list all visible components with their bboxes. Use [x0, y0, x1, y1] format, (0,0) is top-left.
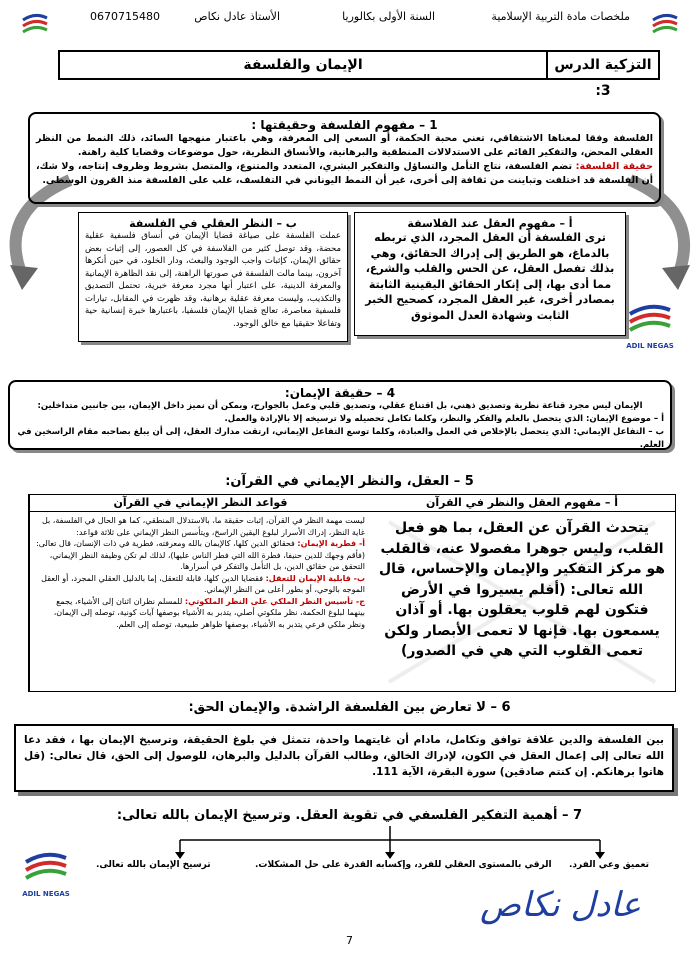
section-text: يتحدث القرآن عن العقل، بما هو فعل القلب، وليس جوهرا مفصولا عنه، فالقلب هو مركز التفكير والإيمان والإحساس، قال الله تعالى: (أفلم يسيروا في الأرض فتكون لهم قلوب يعقلون بها. أو آذان يسمعون بها. فإنها لا تعمى الأبصار ولكن تعمى القلوب التي هي في الصدور) [379, 520, 665, 659]
header-subject: ملخصات مادة التربية الإسلامية [491, 10, 630, 23]
column-heading: قواعد النظر الإيماني في القرآن [30, 495, 371, 512]
section-text: ليست مهمة النظر في القرآن، إثبات حقيقة ما، بالاستدلال المنطقي، كما هو الحال في الفلسفة، بل غاية النظر، إدراك الأسرار لبلوغ اليقين الراسخ، ويتأسس النظر الإيماني على ثلاثة قواعد: [41, 516, 365, 537]
header-teacher: الأستاذ عادل نكاص [194, 10, 280, 23]
section-heading: 7 – أهمية التفكير الفلسفي في تقوية العقل. وترسيخ الإيمان بالله تعالى: [116, 808, 583, 823]
header-level: السنة الأولى بكالوريا [342, 10, 435, 23]
section-text: الإيمان ليس مجرد قناعة نظرية وتصديق ذهني، بل اقتناع عقلي، وتصديق قلبي وعمل بالجوارح، ويمكن أن نميز داخل الإيمان، بين جانبين متداخلين: [37, 401, 643, 411]
rule-text: للمسلم نظران اثنان إلى الأشياء، يجمع بينهما لبلوغ الحكمة، نظر ملكوتي أصلي، يتدبر به الأشياء بوصفها آيات كونية، توصله إلى الإيمان، ونظر ملكي فرعي يتدبر به الأشياء، بوصفها ظواهر طبيعية، توصله إلى العلم. [53, 596, 365, 629]
section-mind-concept [354, 212, 626, 336]
signature: عادل نكاص [480, 885, 642, 925]
column-heading: أ – مفهوم العقل والنظر في القرآن [369, 495, 675, 512]
page-header [20, 10, 680, 32]
section-faith-reality [8, 380, 672, 450]
logo-text: ADIL NEGAS [626, 342, 674, 350]
section-heading: 6 – لا تعارض بين الفلسفة الراشدة. والإيمان الحق: [188, 700, 511, 715]
section-heading: أ – مفهوم العقل عند الفلاسفة [407, 217, 573, 230]
section-rational-view [78, 212, 348, 342]
section-text: عملت الفلسفة على صياغة قضايا الإيمان في أنساق فلسفية عقلية محضة، وقد توصل كثير من الفلاسفة في كل العصور، إلى إثبات بعض حقائق الإيمان، كإثبات واجب الوجود والبعث، ودار الخلود، في حين أنكرها آخرون، بينما مالت الفلسفة في صورتها الراهنة، إلى نقد الظاهرة الإيمانية والمعرفة الدينية، على اعتبار أنها مجرد معرفة خبرية، تحتمل التصديق والتكذيب، وليست معرفة عقلية برهانية، وقد ظهرت في المقابل، تيارات فلسفية معاصرة، تعالج قضايا الإيمان فلسفيا، باعتبارها خبرة إنسانية حية وتفاعلا حقيقيا مع خالق الوجود. [85, 231, 341, 329]
logo-icon [650, 10, 680, 40]
section-text: أ – موضوع الإيمان: الذي يتحصل بالعلم والفكر والنظر، وكلما تكامل تحصيله ولا ترسيخه إلا بالإرادة والعمل. [224, 414, 664, 424]
section-text: ترى الفلسفة أن العقل المجرد، الذي تربطه بالدماغ، هو الطريق إلى إدراك الحقائق، وهي بذلك تفصل العقل، عن الحس والقلب والشرع، مما أدى بها، إلى إنكار الحقائق اليقينية الثابتة بمصادر أخرى، غير العقل المجرد، كصحيح الخبر الثابت وشهادة العدل الموثوق [365, 231, 615, 322]
header-phone: 0670715480 [90, 10, 160, 23]
lesson-title-bar [58, 50, 660, 99]
column-faith-rules [29, 495, 371, 691]
branch-arrows [150, 826, 630, 860]
benefit-item: الرقي بالمستوى العقلي للفرد، وإكسابه القدرة على حل المشكلات. [255, 860, 552, 870]
rule-label: أ- فطرية الإيمان: [297, 539, 365, 548]
lesson-label: التزكية الدرس 3: [546, 52, 658, 78]
section-philosophy-concept [28, 112, 661, 204]
section-heading: ب – النظر العقلي في الفلسفة [129, 217, 297, 230]
logo-icon [20, 10, 50, 40]
rule-label: ب- قابلية الإيمان للتعقل: [265, 573, 365, 583]
benefit-item: تعميق وعي الفرد. [569, 860, 649, 870]
section-no-conflict [14, 724, 674, 792]
benefit-item: ترسيخ الإيمان بالله تعالى. [96, 860, 211, 870]
section-heading: 1 – مفهوم الفلسفة وحقيقتها : [251, 118, 438, 132]
rule-text: فحقائق الدين كلها، كالإيمان بالله ومعرفته، فطرية في ذات الإنسان، قال تعالى: (فأقم وجهك للدين حنيفا، فطرة الله التي فطر الناس عليها)، لذلك لم تكن وظيفة النظر الإيماني، التحقق من حقائق الدين، بل التأمل والتفكر في أسرارها. [36, 539, 365, 571]
section-paragraph: تضم الفلسفة، نتاج التأمل والتساؤل والتفكير البشري، المتعدد والمتنوع، والمتصل بشروط وظروف إنتاجه، ولا شك، أن الفلسفة قد اختلفت وتباينت من ثقافة إلى أخرى، غير أن النمط اليوناني في التفلسف، غلب على الفلسفة منذ القرون الوسطى. [36, 161, 653, 186]
logo-text: ADIL NEGAS [22, 890, 70, 898]
section-text: ب – التفاعل الإيماني: الذي يتحصل بالإخلاص في العمل والعبادة، وكلما توسع التفاعل الإيماني، ارتقت مدارك العقل، إلى أن يبلغ بصاحبه مقام الراسخين في العلم. [17, 427, 664, 450]
rule-text: فقضايا الدين كلها، قابلة للتعقل، إما بالدليل العقلي المجرد، أو العقل الموجه بالوحي، أو بطور أعلى من النظر الإيماني. [41, 573, 365, 594]
column-mind-quran [369, 495, 675, 691]
section-paragraph-label: حقيقة الفلسفة: [575, 161, 653, 172]
section-heading: 4 – حقيقة الإيمان: [284, 386, 396, 400]
page-number: 7 [346, 934, 353, 947]
section-paragraph: الفلسفة وفقا لمعناها الاشتقاقي، تعني محبة الحكمة، أو السعي إلى المعرفة، وهي باعتبار منهجها السائد، ذلك النمط من النظر العقلي المحض، والتفكير القائم على الاستدلالات المنطقية والبرهانية، والأنساق النظرية، حول موضوعات وقضايا كلية راهنة. [36, 133, 653, 158]
section-heading: 5 – العقل، والنظر الإيماني في القرآن: [225, 474, 474, 489]
rule-label: ج- تأسيس النظر الملكي على النظر الملكوتي: [184, 596, 365, 606]
section-quran-reason [28, 494, 676, 692]
lesson-title: الإيمان والفلسفة [243, 57, 363, 73]
section-text: بين الفلسفة والدين علاقة توافق وتكامل، مادام أن غايتهما واحدة، تتمثل في بلوغ الحقيقة، وترسيخ الإيمان بها ، فقد دعا الله تعالى إلى إعمال العقل في الكون، لإدراك الخالق، وطالب القرآن بالدليل والبرهان، للوصول إلى الحق، قال تعالى: (قل هاتوا برهانكم. إن كنتم صادقين) سورة البقرة، الآية 111. [24, 734, 664, 778]
